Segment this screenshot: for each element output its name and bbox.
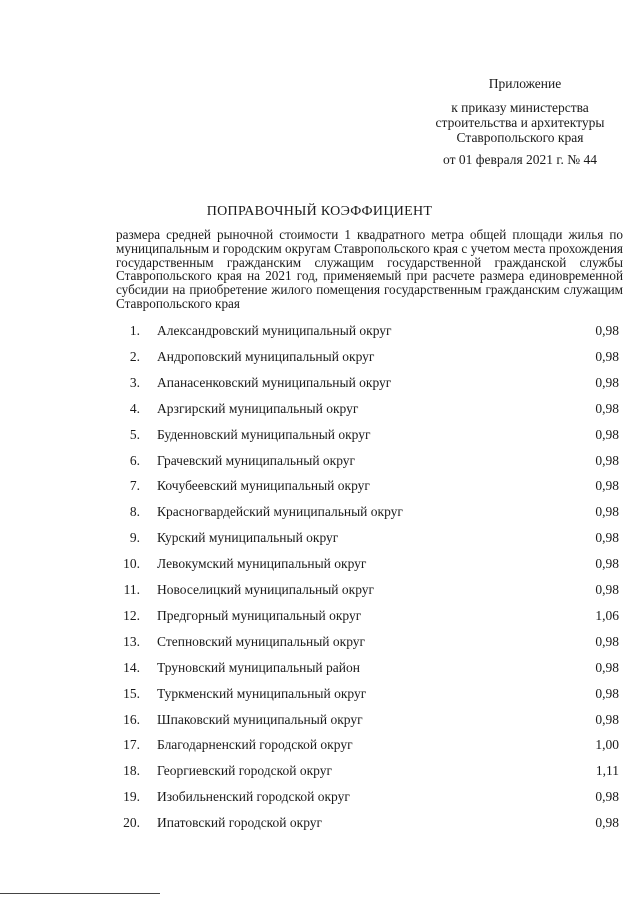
district-name: Александровский муниципальный округ [157,323,392,338]
district-name: Андроповский муниципальный округ [157,349,375,364]
row-number: 7. [129,478,140,493]
table-row [0,555,639,573]
district-name: Левокумский муниципальный округ [157,556,367,571]
district-name: Туркменский муниципальный округ [157,686,367,701]
table-row [0,736,639,754]
row-number: 19. [123,789,140,804]
appendix-label: Приложение [488,76,562,91]
row-number: 8. [129,504,140,519]
row-number: 20. [123,815,140,830]
coefficient-value: 0,98 [595,401,619,416]
table-row [0,477,639,495]
coefficient-value: 1,00 [595,737,619,752]
table-row [0,685,639,703]
district-name: Ипатовский городской округ [157,815,323,830]
order-line: строительства и архитектуры [435,115,605,130]
row-number: 17. [123,737,140,752]
order-line: Ставропольского края [456,130,584,145]
district-name: Грачевский муниципальный округ [157,453,356,468]
coefficient-value: 0,98 [595,375,619,390]
order-reference [405,100,635,145]
row-number: 11. [123,582,140,597]
district-name: Кочубеевский муниципальный округ [157,478,370,493]
table-row [0,633,639,651]
district-name: Арзгирский муниципальный округ [157,401,359,416]
document-intro: размера средней рыночной стоимости 1 квадратного метра общей площади жилья по муниципальным и городским округам Ставропольского края с учетом места прохождения государственным гражданским служащим государственной гражданской службы Ставропольского края на 2021 год, применяемый при расчете размера единовременной субсидии на приобретение жилого помещения государственным гражданским служащим Ставропольского края [116,227,623,311]
row-number: 13. [123,634,140,649]
coefficient-value: 0,98 [595,660,619,675]
coefficient-value: 0,98 [595,582,619,597]
order-line: к приказу министерства [451,100,589,115]
district-name: Курский муниципальный округ [157,530,339,545]
coefficient-value: 0,98 [595,478,619,493]
district-name: Красногвардейский муниципальный округ [157,504,403,519]
table-row [0,659,639,677]
table-row [0,322,639,340]
coefficient-value: 0,98 [595,504,619,519]
row-number: 4. [129,401,140,416]
row-number: 10. [123,556,140,571]
district-name: Предгорный муниципальный округ [157,608,362,623]
row-number: 5. [129,427,140,442]
footnote-divider [0,893,160,894]
coefficient-value: 0,98 [595,427,619,442]
row-number: 16. [123,712,140,727]
table-row [0,374,639,392]
table-row [0,814,639,832]
district-name: Изобильненский городской округ [157,789,350,804]
row-number: 14. [123,660,140,675]
coefficient-value: 0,98 [595,789,619,804]
coefficient-value: 0,98 [595,634,619,649]
coefficient-value: 1,11 [595,763,619,778]
row-number: 12. [123,608,140,623]
table-row [0,529,639,547]
district-name: Степновский муниципальный округ [157,634,366,649]
coefficient-value: 0,98 [595,349,619,364]
row-number: 3. [129,375,140,390]
table-row [0,348,639,366]
row-number: 1. [129,323,140,338]
table-row [0,400,639,418]
row-number: 2. [129,349,140,364]
row-number: 15. [123,686,140,701]
coefficient-value: 0,98 [595,453,619,468]
district-name: Георгиевский городской округ [157,763,333,778]
table-row [0,607,639,625]
table-row [0,452,639,470]
district-name: Буденновский муниципальный округ [157,427,371,442]
coefficient-value: 1,06 [595,608,619,623]
coefficient-value: 0,98 [595,530,619,545]
table-row [0,503,639,521]
coefficient-value: 0,98 [595,323,619,338]
table-row [0,426,639,444]
row-number: 18. [123,763,140,778]
table-row [0,762,639,780]
coefficient-value: 0,98 [595,712,619,727]
coefficient-value: 0,98 [595,686,619,701]
district-name: Благодарненский городской округ [157,737,353,752]
table-row [0,581,639,599]
district-name: Шпаковский муниципальный округ [157,712,363,727]
table-row [0,788,639,806]
order-date: от 01 февраля 2021 г. № 44 [443,152,597,167]
document-title: ПОПРАВОЧНЫЙ КОЭФФИЦИЕНТ [206,204,433,219]
row-number: 6. [129,453,140,468]
row-number: 9. [129,530,140,545]
district-name: Новоселицкий муниципальный округ [157,582,375,597]
district-name: Труновский муниципальный район [157,660,360,675]
coefficient-value: 0,98 [595,815,619,830]
coefficient-value: 0,98 [595,556,619,571]
district-name: Апанасенковский муниципальный округ [157,375,392,390]
table-row [0,711,639,729]
